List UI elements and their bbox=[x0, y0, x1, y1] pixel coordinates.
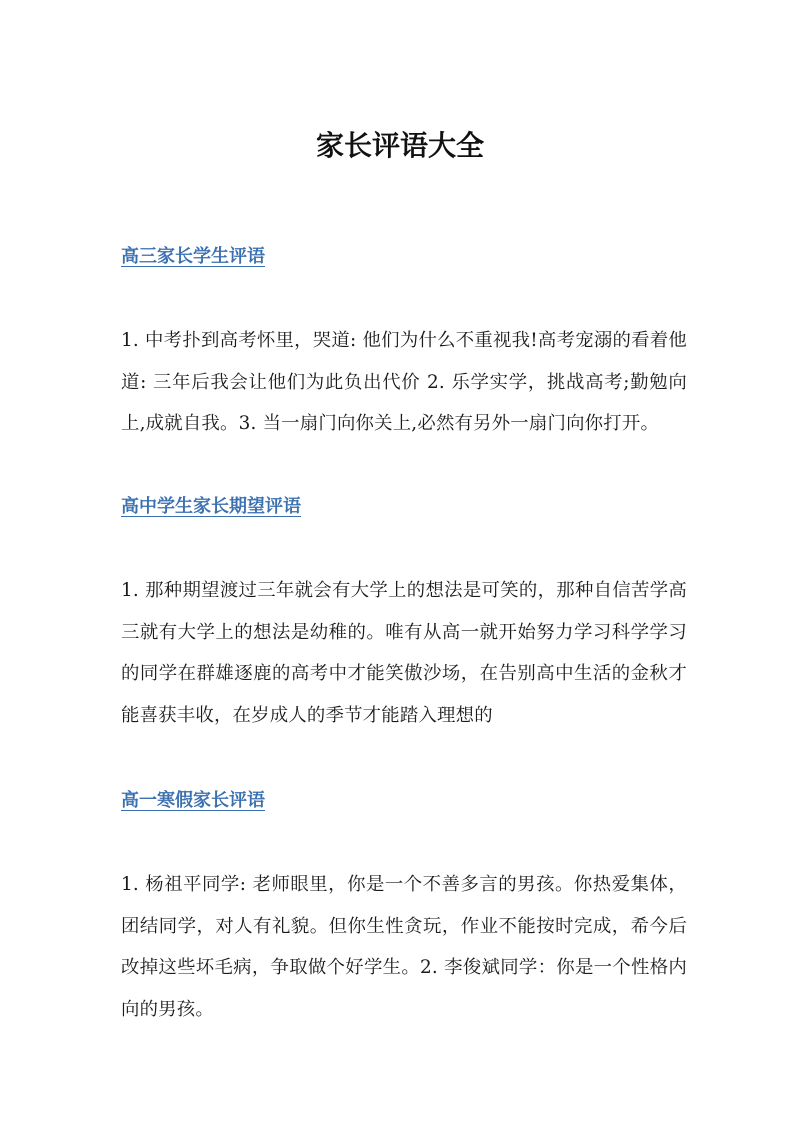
section-heading-winter-break[interactable]: 高一寒假家长评语 bbox=[121, 790, 265, 811]
section-heading-high-school-expectation[interactable]: 高中学生家长期望评语 bbox=[121, 496, 301, 517]
section-heading-senior-three[interactable]: 高三家长学生评语 bbox=[121, 246, 265, 267]
section-body-senior-three: 1. 中考扑到高考怀里，哭道: 他们为什么不重视我!高考宠溺的看着他道: 三年后我会让他们为此负出代价 2. 乐学实学，挑战高考;勤勉向上,成就自我。3. 当一扇门向你关上,必然有另外一扇门向你打开。 bbox=[121, 330, 687, 434]
page-title: 家长评语大全 bbox=[315, 129, 484, 162]
section-body-winter-break: 1. 杨祖平同学: 老师眼里，你是一个不善多言的男孩。你热爱集体，团结同学，对人有礼貌。但你生性贪玩，作业不能按时完成，希今后改掉这些坏毛病，争取做个好学生。2. 李俊斌同学：你是一个性格内向的男孩。 bbox=[121, 874, 687, 1020]
section-body-high-school-expectation: 1. 那种期望渡过三年就会有大学上的想法是可笑的，那种自信苦学高三就有大学上的想法是幼稚的。唯有从高一就开始努力学习科学学习的同学在群雄逐鹿的高考中才能笑傲沙场，在告别高中生活的金秋才能喜获丰收，在岁成人的季节才能踏入理想的 bbox=[121, 580, 687, 726]
